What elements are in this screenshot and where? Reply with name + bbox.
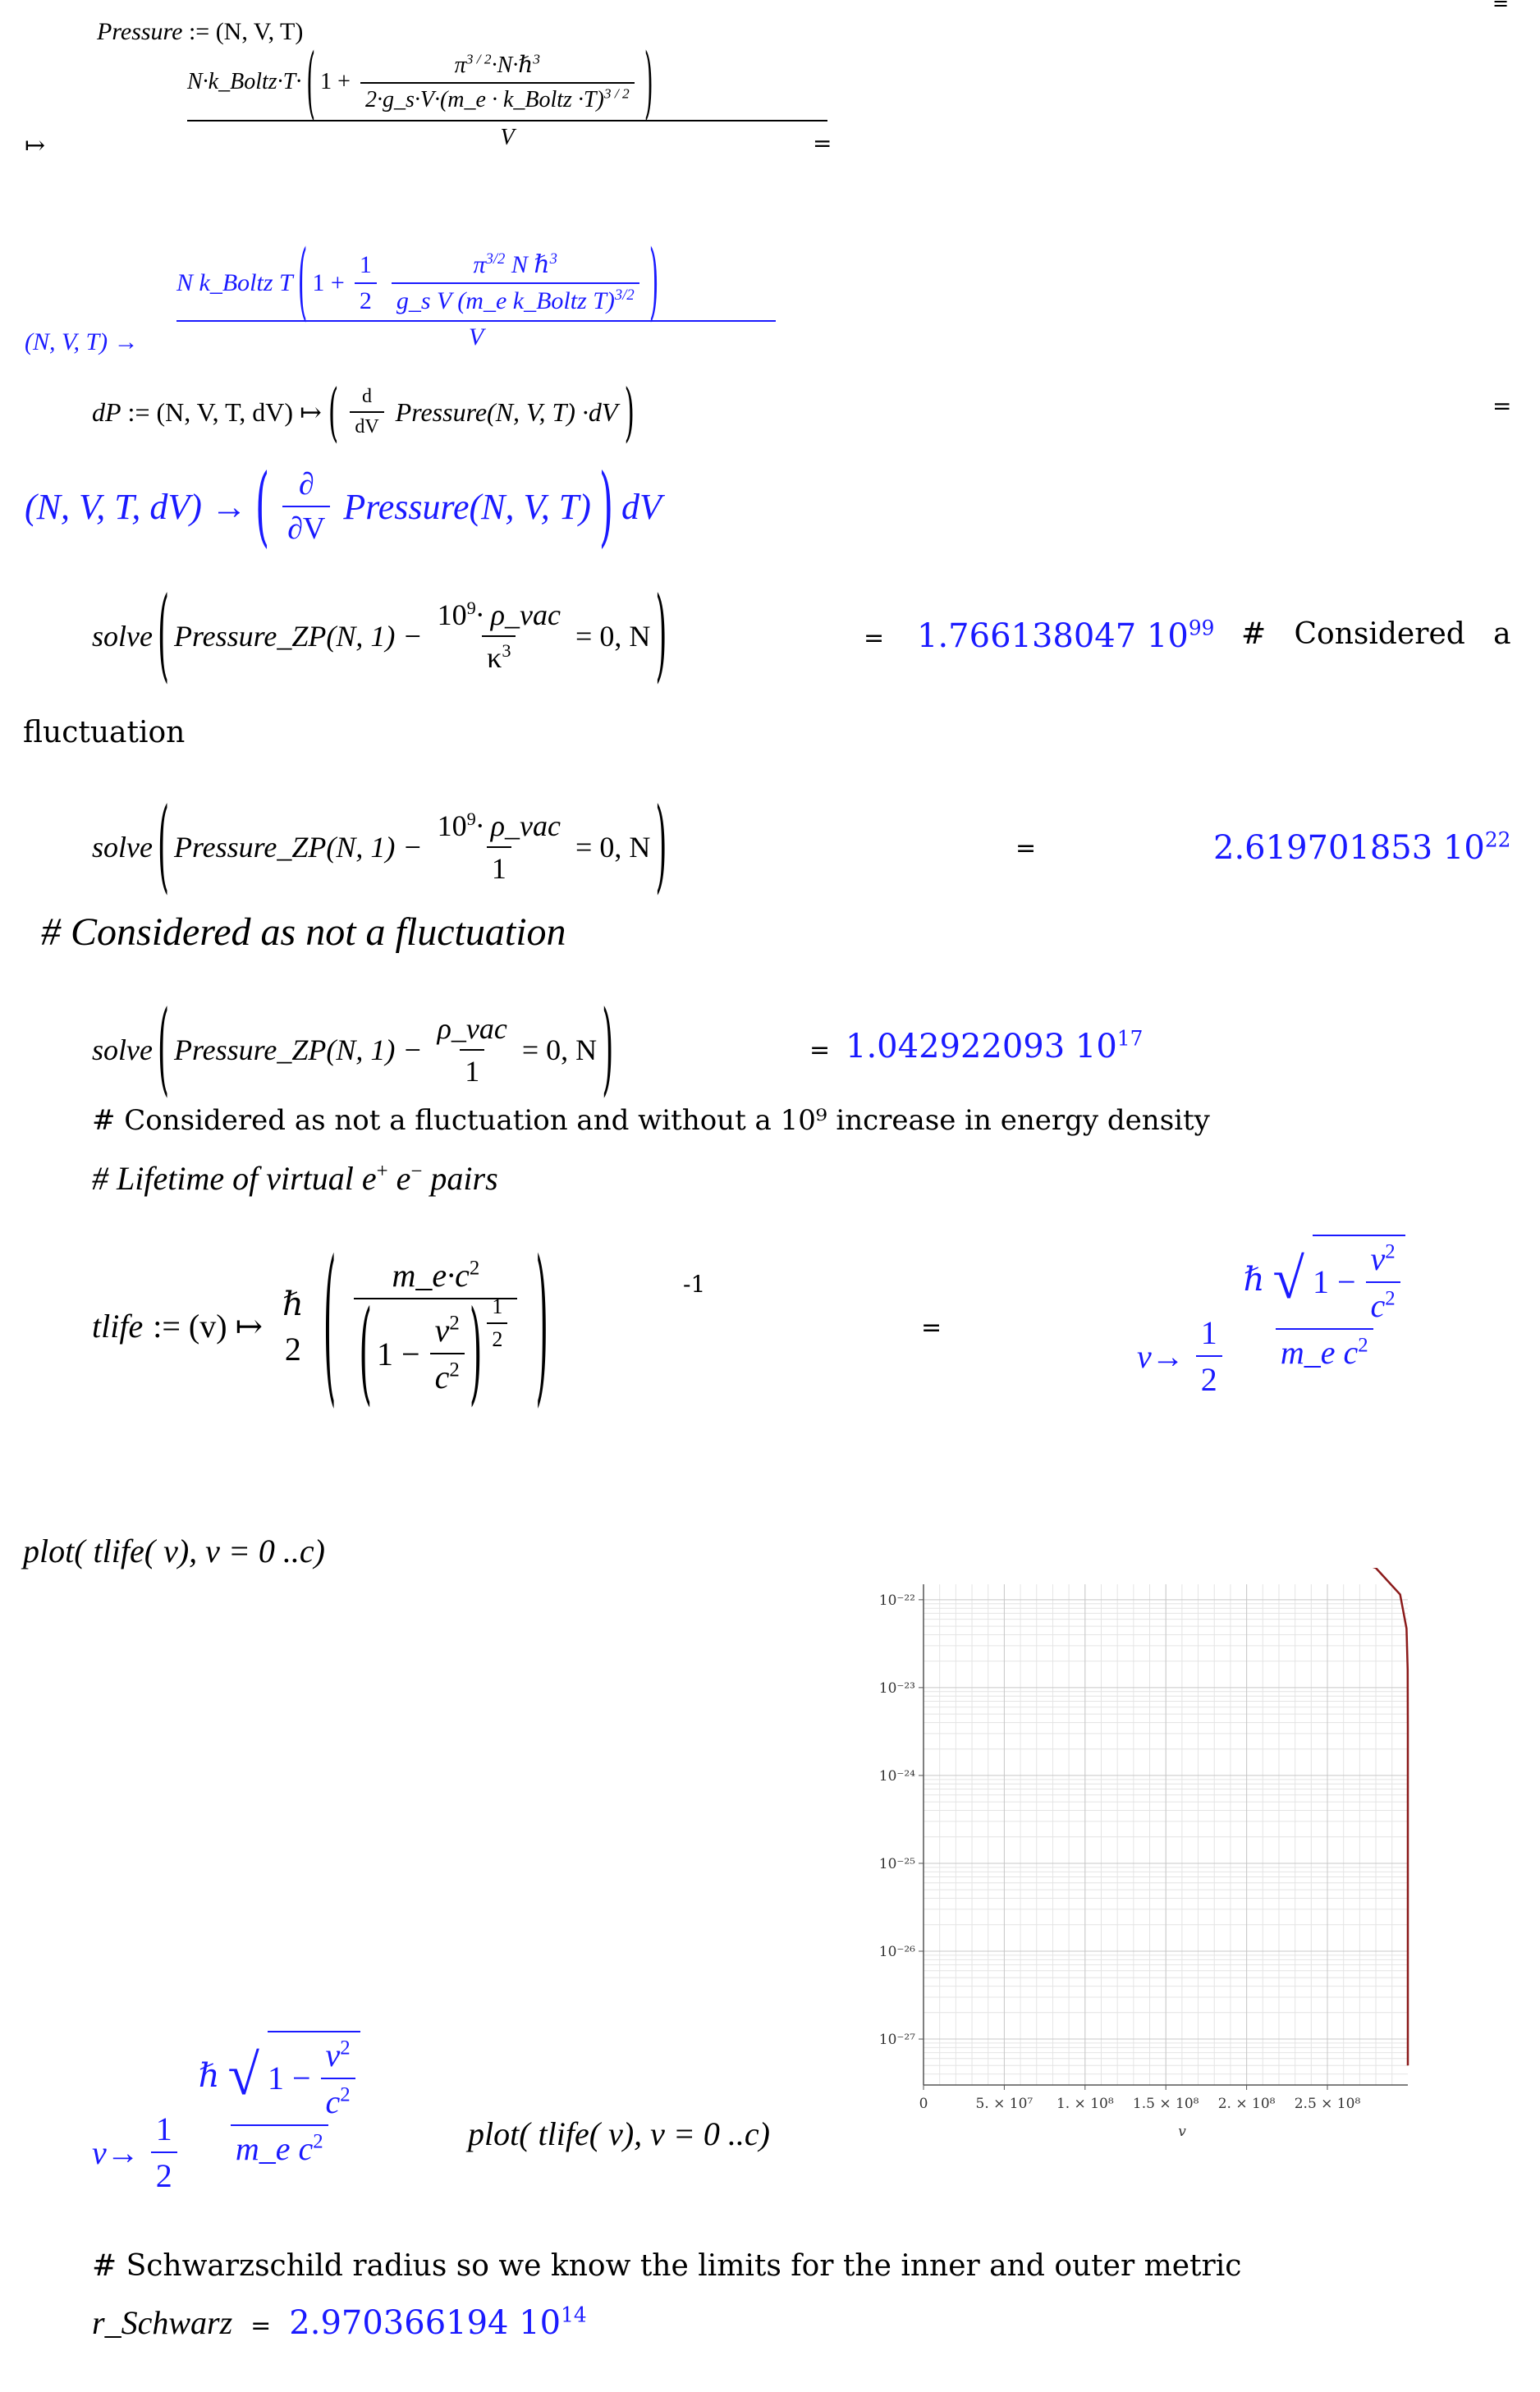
result-pi-exp: 3/2 [485,250,506,268]
dp-result-partial [282,466,330,547]
schwarz-result-mantissa: 2.970366194 10 [289,2304,561,2342]
plot-grid [924,1584,1408,2085]
solve1-num: 10 [437,598,467,631]
y-tick-label: 10⁻²⁴ [878,1767,915,1785]
tlife-two: 2 [284,1330,301,1368]
tlife-outer-fraction [354,1256,517,1418]
solve1-result-mantissa: 1.766138047 10 [917,617,1189,655]
x-tick-label: 1.5 × 10⁸ [1132,2096,1199,2112]
result-num-prefix: N k_Boltz T [176,268,293,296]
x-tick-label: 1. × 10⁸ [1056,2096,1114,2112]
x-tick-label: 2. × 10⁸ [1217,2096,1276,2112]
x-axis-label: v [1178,2124,1186,2140]
tlife-lhs: tlife [92,1308,144,1345]
schwarz-comment: # Schwarzschild radius so we know the limits for the inner and outer metric [92,2249,1242,2283]
result-inner-den: g_s V (m_e k_Boltz T) [396,287,615,314]
pressure-denominator: V [500,125,515,150]
tlife-lower-main [194,2031,365,2168]
comment2-text-mid: e [396,1160,411,1197]
solve1-fraction [433,598,566,675]
solve2-num: 10 [437,809,467,842]
solve3-rparen: ) [602,992,614,1107]
pressure-result-prefix: (N, V, T) → [25,328,139,355]
solve1-lparen: ( [157,579,170,694]
solve1-comment-b: fluctuation [23,716,186,749]
tlife-pow-den: 2 [487,1322,507,1352]
half-den: 2 [355,282,377,315]
pressure-rparen: ) [644,35,653,129]
solve2-num-exp: 9 [466,809,476,829]
tlife-one-minus: 1 − [377,1335,420,1372]
solve3-tail: = 0, N [521,1033,598,1066]
pressure-inner-den [360,82,635,113]
tr-c: c [1370,1286,1386,1324]
solve2-tail: = 0, N [575,831,651,864]
tlife-num-exp: 2 [469,1257,480,1280]
pressure-fraction [187,35,827,151]
schwarz-result-exp: 14 [561,2303,587,2327]
tlife-result-main [1239,1235,1410,1372]
tlife-num: m_e·c [392,1257,470,1294]
pressure-lparen: ( [306,35,316,129]
solve1-den-exp: 3 [502,640,511,661]
solve3-den: 1 [460,1049,484,1088]
y-tick-label: 10⁻²² [878,1592,915,1609]
tlife-definition [92,1227,548,1425]
dp-d-num: d [361,386,372,407]
solve3-comment2 [92,1159,498,1198]
tr-den: m_e c [1280,1333,1359,1371]
schwarz-equals: = [250,2312,272,2340]
tlife-v-exp: 2 [449,1312,460,1335]
pressure-equals: = [813,130,832,157]
partial-num: ∂ [298,467,314,502]
tlife-plot [841,1568,1432,2192]
solve3-result-exp: 17 [1116,1026,1144,1051]
x-tick-label: 0 [919,2096,928,2112]
tr-half-num: 1 [1200,1314,1217,1351]
pressure-assign: := (N, V, T) [188,18,304,45]
tr-hbar: ℏ [1243,1261,1265,1298]
solve1-result [917,617,1214,655]
tr-half-den: 2 [1196,1355,1222,1399]
tr-v-over-c [1366,1240,1400,1325]
tl-c-exp: 2 [340,2083,351,2106]
solve2-result-exp: 22 [1484,827,1511,852]
solve1-result-exp: 99 [1188,616,1215,640]
solve1-comment-a: # Considered a [1241,617,1511,651]
pressure-definition [97,18,303,46]
dp-result-body: Pressure(N, V, T) [343,486,591,527]
tlife-outer-exp: -1 [683,1271,706,1298]
dp-assign: := (N, V, T, dV) ↦ [127,397,322,427]
half-num: 1 [359,250,372,278]
tlife-lower-half [151,2110,177,2195]
dp-lhs: dP [92,396,121,427]
partial-den: ∂V [282,506,330,547]
tl-half-den: 2 [151,2151,177,2195]
pi-exponent: 3 / 2 [465,51,492,67]
solve2-equals: = [1015,834,1037,863]
tlife-result-half [1196,1313,1222,1399]
solve3-fraction [433,1011,512,1088]
tlife-result-lower [92,2003,370,2195]
tlife-equals: = [921,1313,942,1342]
plot-ticks [879,1592,1361,2140]
solve1-num-exp: 9 [466,598,476,618]
comment2-text-b: pairs [422,1160,498,1197]
x-tick-label: 5. × 10⁷ [975,2096,1034,2112]
dp-body: Pressure(N, V, T) ·dV [395,396,618,427]
solve1-den: κ [487,641,502,674]
pressure-inner-num-text: ·N·ℏ [491,53,534,78]
pi-symbol: π [454,53,466,78]
dp-definition [92,374,635,450]
dp-d-den: dV [350,411,383,438]
dp-lparen: ( [328,374,339,450]
dp-result-rparen: ) [598,456,614,557]
tr-sqrt-icon: √ [1272,1247,1304,1311]
solve1-fn: solve [92,620,153,653]
pressure-lhs: Pressure [97,18,183,45]
tlife-pow-num: 1 [492,1295,503,1318]
tr-c-exp: 2 [1385,1287,1396,1310]
schwarz-result [289,2304,586,2342]
tr-v: v [1370,1240,1386,1277]
pressure-one-plus: 1 + [320,69,351,94]
pressure-inner-num [450,51,545,82]
solve1-expression [92,579,667,694]
result-inner-num: N ℏ [511,251,550,278]
dp-result [25,456,662,557]
tlife-outer-lparen: ( [323,1227,337,1425]
solve3-result-mantissa: 1.042922093 10 [846,1028,1117,1065]
result-inner-fraction [392,250,639,315]
solve3-result [846,1028,1143,1065]
dp-derivative [350,386,383,438]
comment2-text-a: # Lifetime of virtual e [92,1160,377,1197]
solve2-lparen: ( [157,790,170,905]
tlife-c: c [434,1359,450,1395]
comment2-sup-plus: + [376,1160,388,1183]
tr-one-minus: 1 − [1312,1263,1356,1300]
solve1-tail: = 0, N [575,620,651,653]
schwarz-lhs: r_Schwarz [92,2304,233,2341]
tlife-v: v [434,1312,450,1349]
tl-v-over-c [321,2036,355,2121]
tl-den: m_e c [235,2129,314,2167]
tr-den-exp: 2 [1358,1334,1368,1357]
tl-hbar: ℏ [198,2057,220,2094]
solve1-expr: Pressure_ZP(N, 1) − [174,620,423,653]
plot-command-1: plot( tlife( v), v = 0 ..c) [23,1533,325,1569]
den-exponent: 3 / 2 [603,85,630,102]
solve2-den: 1 [487,846,511,886]
tl-one-minus: 1 − [267,2060,311,2096]
solve2-result [1213,829,1510,867]
solve3-expr: Pressure_ZP(N, 1) − [174,1033,423,1066]
dp-result-suffix: dV [621,486,662,527]
solve2-rparen: ) [655,790,667,905]
tlife-c-exp: 2 [449,1359,460,1382]
tr-v-exp: 2 [1385,1240,1396,1263]
tlife-assign: := (v) ↦ [153,1308,264,1345]
tlife-result-top [1137,1207,1415,1399]
corner-equals-mark: = [1492,0,1510,15]
pressure-num-prefix: N·k_Boltz·T· [187,69,302,94]
solve1-equals: = [864,624,885,653]
tlife-half-power [487,1295,507,1352]
solve3-fn: solve [92,1033,153,1066]
solve2-expression [92,790,667,905]
pressure-result-fraction [176,234,776,351]
tl-v: v [325,2036,341,2074]
solve2-fn: solve [92,831,153,864]
tlife-lower-prefix: v→ [92,2133,140,2171]
solve1-num-rest: · ρ_vac [475,598,561,631]
comment2-sup-minus: − [410,1160,423,1183]
tl-den-exp: 2 [313,2130,323,2153]
hbar-exponent: 3 [533,51,540,67]
schwarz-line [92,2303,587,2342]
solve3-expression [92,992,614,1107]
tl-sqrt-icon: √ [227,2043,259,2107]
tlife-v-over-c [430,1311,465,1396]
solve2-comment: # Considered as not a fluctuation [41,910,566,954]
result-hbar-exp: 3 [549,250,557,268]
solve2-result-mantissa: 2.619701853 10 [1213,829,1485,867]
tlife-outer-rparen: ) [535,1227,548,1425]
tlife-hbar-half [277,1285,309,1368]
result-lparen: ( [297,234,308,332]
dp-result-lparen: ( [254,456,270,557]
tl-c: c [325,2083,341,2120]
result-pi: π [473,251,486,278]
result-denominator: V [468,323,484,351]
result-half [355,251,377,315]
dp-rparen: ) [624,374,635,450]
y-tick-label: 10⁻²⁶ [878,1943,915,1960]
pressure-inner-fraction [360,51,635,113]
tlife-result-prefix: v→ [1137,1337,1185,1375]
y-tick-label: 10⁻²³ [878,1679,915,1697]
tl-v-exp: 2 [340,2037,351,2060]
pressure-inner-den-text: 2·g_s·V·(m_e · k_Boltz ·T) [364,87,604,112]
solve1-rparen: ) [655,579,667,694]
plot-command-2: plot( tlife( v), v = 0 ..c) [468,2115,770,2152]
tlife-hbar: ℏ [282,1285,304,1322]
pressure-mapsto: ↦ [25,132,46,159]
dp-result-prefix: (N, V, T, dV) → [25,486,247,527]
tlife-inner-rparen: ) [469,1289,483,1418]
tl-half-num: 1 [155,2110,172,2147]
result-rparen: ) [649,234,659,332]
solve3-equals: = [809,1036,831,1065]
dp-equals: = [1492,392,1512,419]
solve2-num-rest: · ρ_vac [475,809,561,842]
solve2-expr: Pressure_ZP(N, 1) − [174,831,423,864]
y-tick-label: 10⁻²⁵ [878,1855,915,1872]
solve3-comment1: # Considered as not a fluctuation and without a 10⁹ increase in energy density [92,1104,1210,1137]
solve2-fraction [433,809,566,886]
result-den-exp: 3/2 [614,286,635,304]
y-tick-label: 10⁻²⁷ [878,2032,915,2049]
solve3-num: ρ_vac [437,1012,507,1045]
tlife-inner-lparen: ( [359,1289,373,1418]
solve3-lparen: ( [157,992,170,1107]
x-tick-label: 2.5 × 10⁸ [1294,2096,1361,2112]
result-one-plus: 1 + [312,268,345,296]
